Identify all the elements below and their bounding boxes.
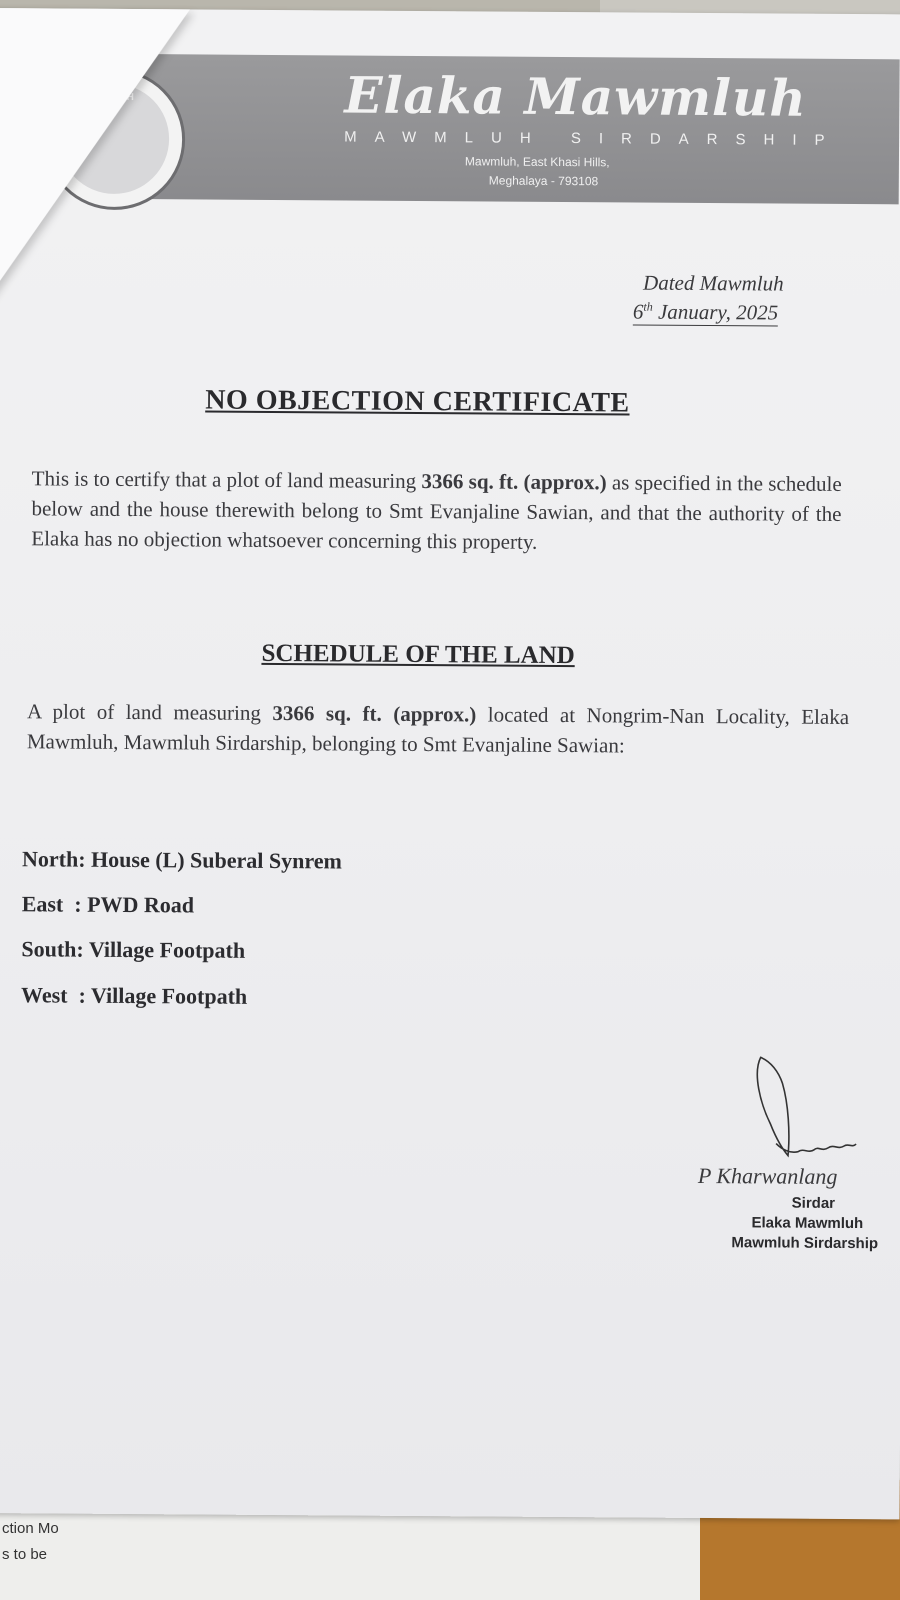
letterhead-address-line2: Meghalaya - 793108 bbox=[488, 173, 599, 189]
folded-corner bbox=[0, 8, 190, 299]
certificate-measure: 3366 sq. ft. (approx.) bbox=[421, 469, 607, 495]
boundary-west bbox=[21, 982, 247, 1010]
letterhead-subtitle: MAWMLUH SIRDARSHIP bbox=[344, 128, 843, 149]
boundary-south bbox=[21, 936, 245, 964]
boundary-south-label: South: bbox=[21, 936, 84, 962]
signatory-name: P Kharwanlang bbox=[697, 1162, 838, 1189]
signatory-org2: Mawmluh Sirdarship bbox=[731, 1234, 879, 1253]
signatory-org1: Elaka Mawmluh bbox=[751, 1214, 864, 1233]
date-value bbox=[633, 299, 778, 326]
date-day: 6 bbox=[632, 299, 644, 324]
date-month-year: January, 2025 bbox=[652, 299, 779, 325]
date-place: Dated Mawmluh bbox=[643, 270, 784, 296]
certificate-paragraph bbox=[31, 463, 842, 559]
seal-text: UH bbox=[119, 91, 134, 104]
certificate-text-part1: This is to certify that a plot of land measuring bbox=[31, 466, 422, 494]
boundary-east-label: East : bbox=[21, 891, 82, 917]
boundary-north-value: House (L) Suberal Synrem bbox=[91, 846, 342, 874]
boundary-west-value: Village Footpath bbox=[90, 982, 248, 1009]
boundary-north bbox=[22, 846, 342, 874]
schedule-text-part2: located at Nongrim-Nan Locality, Elaka Mawmluh, Mawmluh Sirdarship, belonging to Smt Evanjaline Sawian: bbox=[26, 702, 850, 758]
underlying-text-line: ction Mo bbox=[2, 1520, 59, 1537]
underlying-text-line: s to be bbox=[2, 1546, 48, 1563]
schedule-paragraph bbox=[27, 696, 849, 762]
schedule-text-part1: A plot of land measuring bbox=[27, 699, 273, 725]
handwritten-signature bbox=[752, 1053, 863, 1169]
letterhead-address-line1: Mawmluh, East Khasi Hills, bbox=[464, 154, 610, 170]
boundary-east bbox=[22, 891, 195, 918]
schedule-measure: 3366 sq. ft. (approx.) bbox=[272, 700, 477, 727]
certificate-sheet bbox=[0, 8, 900, 1519]
boundary-east-value: PWD Road bbox=[87, 891, 195, 918]
document-title: NO OBJECTION CERTIFICATE bbox=[205, 384, 630, 419]
certificate-text-part2: as specified in the schedule below and the house therewith belong to Smt Evanjaline Sawian, and that the authority of the Elaka has no objection whatsoever concerning this property. bbox=[31, 470, 842, 554]
letterhead-brand: Elaka Mawmluh bbox=[344, 65, 807, 128]
date-day-suffix: th bbox=[643, 299, 653, 314]
boundary-north-label: North: bbox=[21, 846, 86, 872]
boundary-south-value: Village Footpath bbox=[88, 936, 246, 963]
signatory-role: Sirdar bbox=[791, 1194, 836, 1212]
boundary-west-label: West : bbox=[21, 982, 86, 1008]
schedule-title: SCHEDULE OF THE LAND bbox=[261, 639, 575, 670]
